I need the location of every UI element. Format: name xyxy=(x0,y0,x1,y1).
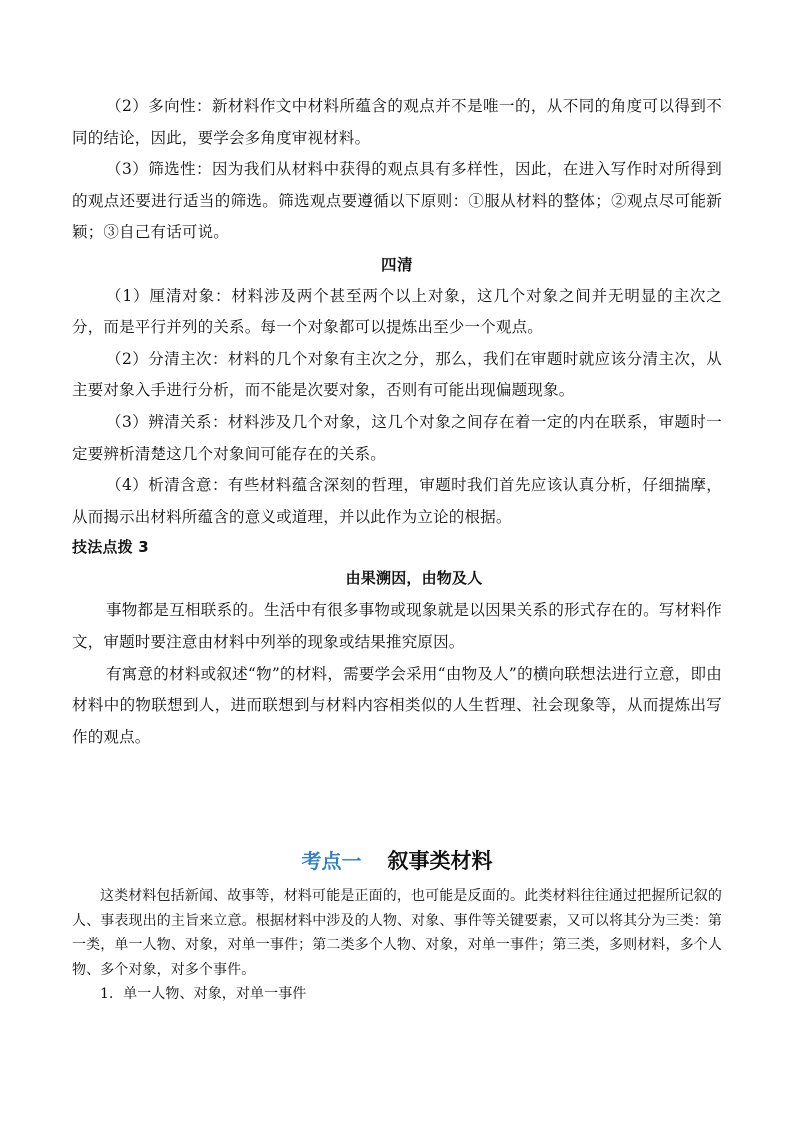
section-title xyxy=(0,846,794,876)
heading-four-clarifications: 四清 xyxy=(380,254,413,274)
paragraph-selectivity: （3）筛选性：因为我们从材料中获得的观点具有多样性，因此，在进入写作时对所得到的观点还要进行适当的筛选。筛选观点要遵循以下原则：①服从材料的整体；②观点尽可能新颖；③自己有话可说。 xyxy=(72,160,722,242)
section-methods xyxy=(72,91,722,753)
section-title-text: 叙事类材料 xyxy=(387,848,493,873)
paragraph-narrative-intro: 这类材料包括新闻、故事等，材料可能是正面的，也可能是反面的。此类材料往往通过把握所记叙的人、事表现出的主旨来立意。根据材料中涉及的人物、对象、事件等关键要素，又可以将其分为三类：第一类，单一人物、对象，对单一事件；第二类多个人物、对象，对单一事件；第三类，多则材料，多个人物、多个对象，对多个事件。 xyxy=(72,888,722,978)
paragraph-diversity: （2）多向性：新材料作文中材料所蕴含的观点并不是唯一的，从不同的角度可以得到不同的结论，因此，要学会多角度审视材料。 xyxy=(72,97,722,147)
paragraph-clarify-meaning: （4）析清含意：有些材料蕴含深刻的哲理，审题时我们首先应该认真分析，仔细揣摩，从而揭示出材料所蕴含的意义或道理，并以此作为立论的根据。 xyxy=(72,476,722,526)
paragraph-things-to-people: 有寓意的材料或叙述“物”的材料，需要学会采用“由物及人”的横向联想法进行立意，即由材料中的物联想到人，进而联想到与材料内容相类似的人生哲理、社会现象等，从而提炼出写作的观点。 xyxy=(72,664,722,746)
section-narrative xyxy=(72,884,722,1007)
paragraph-clarify-objects: （1）厘清对象：材料涉及两个甚至两个以上对象，这几个对象之间并无明显的主次之分，而是平行并列的关系。每一个对象都可以提炼出至少一个观点。 xyxy=(72,286,722,337)
paragraph-narrative-type1: 1．单一人物、对象，对单一事件 xyxy=(100,986,307,1002)
paragraph-clarify-relations: （3）辨清关系：材料涉及几个对象，这几个对象之间存在着一定的内在联系，审题时一定要辨析清楚这几个对象间可能存在的关系。 xyxy=(72,412,722,463)
subheading-cause-effect: 由果溯因，由物及人 xyxy=(345,569,483,588)
kaodian-label: 考点一 xyxy=(301,849,362,873)
paragraph-cause-effect: 事物都是互相联系的。生活中有很多事物或现象就是以因果关系的形式存在的。写材料作文，审题时要注意由材料中列举的现象或结果推究原因。 xyxy=(72,601,722,651)
tip-label: 技法点拨 3 xyxy=(72,538,149,557)
paragraph-clarify-priority: （2）分清主次：材料的几个对象有主次之分，那么，我们在审题时就应该分清主次，从主要对象入手进行分析，而不能是次要对象，否则有可能出现偏题现象。 xyxy=(72,349,722,400)
